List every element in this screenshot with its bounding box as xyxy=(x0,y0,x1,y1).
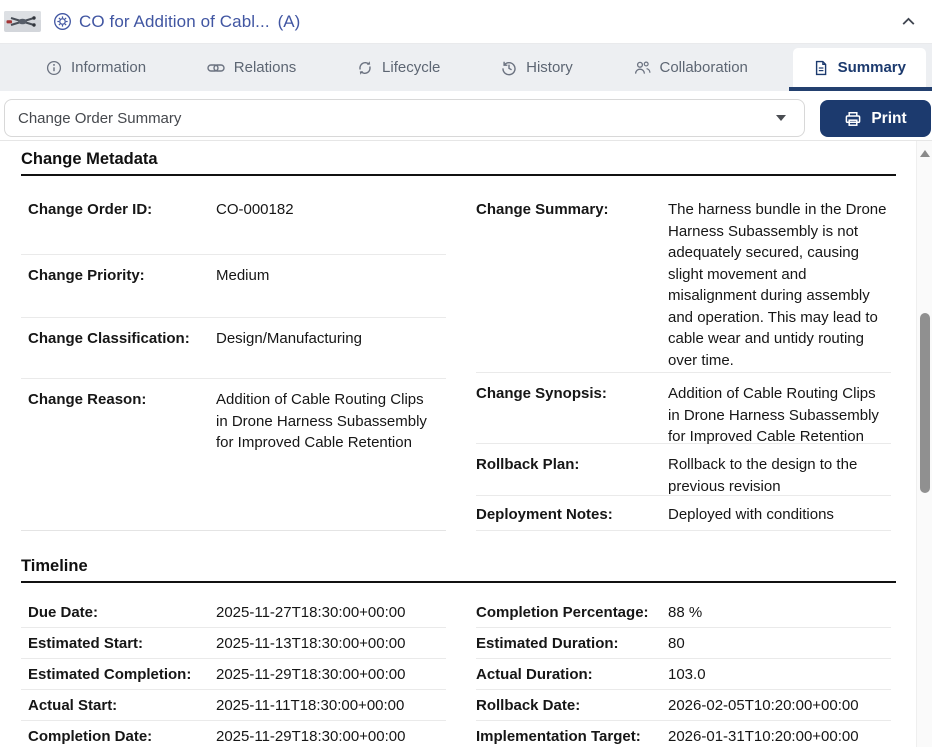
field-row-rollback-date xyxy=(476,690,891,721)
document-icon xyxy=(813,60,829,76)
field-label: Implementation Target: xyxy=(476,727,641,745)
print-button[interactable] xyxy=(820,100,931,137)
field-row-due-date xyxy=(21,597,446,628)
info-icon xyxy=(46,60,62,76)
field-label: Actual Start: xyxy=(28,696,118,714)
field-value: 88 % xyxy=(668,603,703,621)
field-label: Estimated Completion: xyxy=(28,665,192,683)
field-row-change-summary xyxy=(476,189,891,373)
field-row-estimated-start xyxy=(21,628,446,659)
report-type-selected-value: Change Order Summary xyxy=(18,109,182,127)
field-label: Due Date: xyxy=(28,603,99,621)
field-row-completion-date xyxy=(21,721,446,747)
field-label: Rollback Date: xyxy=(476,696,581,714)
field-row-actual-start xyxy=(21,690,446,721)
field-row-change-order-id xyxy=(21,189,446,255)
tab-summary[interactable] xyxy=(793,48,926,87)
printer-icon xyxy=(844,110,862,128)
field-label: Actual Duration: xyxy=(476,665,593,683)
tab-bar xyxy=(0,44,932,91)
field-label: Deployment Notes: xyxy=(476,506,613,523)
field-row-deployment-notes xyxy=(476,496,891,531)
field-row-estimated-duration xyxy=(476,628,891,659)
field-value: 2025-11-29T18:30:00+00:00 xyxy=(216,665,406,683)
field-label: Change Summary: xyxy=(476,201,609,218)
tab-history[interactable] xyxy=(485,44,589,91)
field-value: 2025-11-27T18:30:00+00:00 xyxy=(216,603,406,621)
chevron-down-icon xyxy=(776,115,786,121)
field-row-change-synopsis xyxy=(476,373,891,444)
cycle-icon xyxy=(357,60,373,76)
tab-collaboration[interactable] xyxy=(618,44,764,91)
tab-relations[interactable] xyxy=(191,44,313,91)
section-title-change-metadata: Change Metadata xyxy=(21,150,896,176)
window-header xyxy=(0,0,932,44)
report-type-select[interactable] xyxy=(4,99,805,137)
field-row-completion-percentage xyxy=(476,597,891,628)
tab-information[interactable] xyxy=(30,44,162,91)
timeline-grid xyxy=(21,597,896,747)
field-row-change-reason xyxy=(21,379,446,531)
field-value: 2025-11-29T18:30:00+00:00 xyxy=(216,727,406,745)
field-row-estimated-completion xyxy=(21,659,446,690)
field-value: 2026-02-05T10:20:00+00:00 xyxy=(668,696,859,714)
change-order-icon xyxy=(53,12,72,31)
tab-label: Summary xyxy=(837,59,906,76)
field-row-change-classification xyxy=(21,318,446,379)
field-label: Estimated Start: xyxy=(28,634,144,652)
field-row-implementation-target xyxy=(476,721,891,747)
field-value: Design/Manufacturing xyxy=(216,330,362,347)
history-icon xyxy=(501,60,517,76)
field-label: Completion Percentage: xyxy=(476,603,649,621)
field-value: 80 xyxy=(668,634,685,652)
field-value: CO-000182 xyxy=(216,201,294,218)
metadata-right-column xyxy=(476,189,891,531)
field-label: Rollback Plan: xyxy=(476,456,580,473)
field-row-rollback-plan xyxy=(476,444,891,496)
field-value: Rollback to the design to the previous revision xyxy=(668,456,858,495)
field-value: 2025-11-11T18:30:00+00:00 xyxy=(216,696,405,714)
chevron-up-icon xyxy=(903,19,914,24)
tab-label: Collaboration xyxy=(659,59,748,76)
timeline-right-column xyxy=(476,597,891,747)
metadata-left-column xyxy=(21,189,446,531)
scroll-up-arrow-icon[interactable] xyxy=(920,150,930,157)
change-metadata-grid xyxy=(21,189,896,531)
field-label: Change Order ID: xyxy=(28,201,153,218)
revision-badge: (A) xyxy=(277,11,301,31)
page-title: CO for Addition of Cabl... xyxy=(79,11,270,31)
field-label: Change Synopsis: xyxy=(476,385,607,402)
field-label: Estimated Duration: xyxy=(476,634,619,652)
timeline-left-column xyxy=(21,597,446,747)
item-thumbnail-image xyxy=(4,11,41,32)
field-value: 2026-01-31T10:20:00+00:00 xyxy=(668,727,859,745)
scrollbar-thumb[interactable] xyxy=(920,313,930,493)
field-value: Addition of Cable Routing Clips in Drone Harness Subassembly for Improved Cable Retention xyxy=(216,391,427,451)
people-icon xyxy=(634,60,651,76)
link-icon xyxy=(207,62,225,74)
field-value: Deployed with conditions xyxy=(668,506,834,523)
field-value: The harness bundle in the Drone Harness Subassembly is not adequately secured, causing slight movement and misalignment during assembly and operation. This may lead to cable wear and untidy routing over time. xyxy=(668,201,887,369)
field-label: Change Priority: xyxy=(28,267,145,284)
drone-thumbnail-icon xyxy=(4,11,41,32)
field-label: Completion Date: xyxy=(28,727,153,745)
field-label: Change Reason: xyxy=(28,391,147,408)
summary-report-content xyxy=(0,141,916,747)
field-value: 103.0 xyxy=(668,665,706,683)
field-value: Addition of Cable Routing Clips in Drone Harness Subassembly for Improved Cable Retention xyxy=(668,385,879,445)
print-button-label: Print xyxy=(871,109,907,127)
field-value: Medium xyxy=(216,267,270,284)
section-title-timeline: Timeline xyxy=(21,557,896,583)
field-value: 2025-11-13T18:30:00+00:00 xyxy=(216,634,406,652)
tab-label: Relations xyxy=(233,59,297,76)
tab-label: Lifecycle xyxy=(382,59,441,76)
field-row-actual-duration xyxy=(476,659,891,690)
vertical-scrollbar[interactable] xyxy=(916,141,932,747)
field-row-change-priority xyxy=(21,255,446,318)
tab-label: Information xyxy=(71,59,147,76)
field-label: Change Classification: xyxy=(28,330,190,347)
collapse-header-button[interactable] xyxy=(896,10,920,34)
tab-label: History xyxy=(526,59,573,76)
tab-lifecycle[interactable] xyxy=(341,44,456,91)
report-toolbar xyxy=(0,91,932,141)
